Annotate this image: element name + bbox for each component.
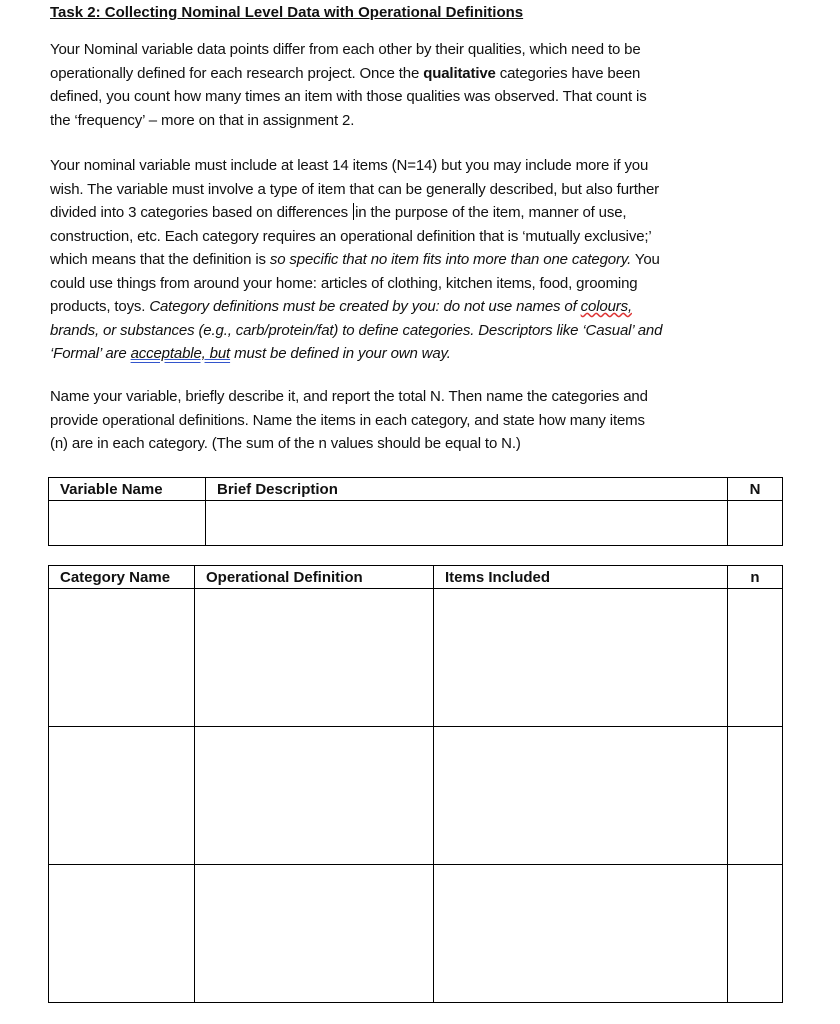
header-n: n bbox=[728, 566, 783, 589]
n-cell[interactable] bbox=[728, 865, 783, 1003]
text-run: Name your variable, briefly describe it, and report the total N. Then name the categories and bbox=[50, 388, 648, 405]
items-cell[interactable] bbox=[434, 865, 728, 1003]
text-run: divided into 3 categories based on differences bbox=[50, 204, 353, 221]
text-line bbox=[50, 342, 662, 366]
text-run: operationally defined for each research project. Once the bbox=[50, 64, 424, 82]
text-run: ‘Formal’ are bbox=[50, 345, 131, 362]
text-line bbox=[50, 38, 647, 62]
variable-table bbox=[48, 477, 783, 546]
n-total-cell[interactable] bbox=[728, 501, 783, 546]
text-run: defined, you count how many times an item with those qualities was observed. That count is bbox=[50, 88, 647, 105]
text-run: in the purpose of the item, manner of use, bbox=[355, 204, 627, 221]
category-name-cell[interactable] bbox=[49, 865, 195, 1003]
text-line bbox=[50, 201, 662, 225]
text-run: provide operational definitions. Name the items in each category, and state how many items bbox=[50, 411, 645, 429]
text-run: could use things from around your home: articles of clothing, kitchen items, food, grooming bbox=[50, 274, 638, 292]
instructions-paragraph bbox=[50, 385, 648, 456]
text-run: You bbox=[631, 251, 660, 268]
text-line bbox=[50, 225, 662, 249]
text-run: categories have been bbox=[495, 64, 641, 82]
text-run: products, toys. bbox=[50, 298, 150, 315]
n-cell[interactable] bbox=[728, 589, 783, 727]
text-line bbox=[50, 409, 648, 433]
text-line bbox=[50, 85, 647, 109]
category-table bbox=[48, 565, 783, 1003]
text-line bbox=[50, 248, 662, 272]
text-line bbox=[50, 385, 648, 409]
definition-cell[interactable] bbox=[195, 865, 434, 1003]
definition-cell[interactable] bbox=[195, 727, 434, 865]
text-cursor bbox=[353, 203, 354, 220]
text-run: must be defined in your own way. bbox=[230, 345, 451, 362]
category-name-cell[interactable] bbox=[49, 589, 195, 727]
items-cell[interactable] bbox=[434, 727, 728, 865]
text-line bbox=[50, 319, 662, 343]
variable-name-cell[interactable] bbox=[49, 501, 206, 546]
task-title: Task 2: Collecting Nominal Level Data with Operational Definitions bbox=[50, 4, 524, 21]
text-run: brands, or substances (e.g., carb/protein/fat) to define categories. Descriptors like ‘Casual’ and bbox=[50, 321, 663, 339]
requirements-paragraph bbox=[50, 154, 662, 366]
text-run: so specific that no item fits into more than one category. bbox=[269, 251, 632, 268]
header-n-total: N bbox=[728, 478, 783, 501]
text-run: Your Nominal variable data points differ from each other by their qualities, which need to be bbox=[50, 41, 641, 58]
text-run: construction, etc. Each category requires an operational definition that is ‘mutually exclusive;’ bbox=[50, 227, 652, 245]
text-run: acceptable, but bbox=[130, 345, 231, 362]
text-run: which means that the definition is bbox=[50, 251, 270, 268]
brief-description-cell[interactable] bbox=[206, 501, 728, 546]
definition-cell[interactable] bbox=[195, 589, 434, 727]
text-line bbox=[50, 109, 647, 133]
text-run: Category definitions must be created by you: do not use names of bbox=[149, 298, 581, 315]
text-line bbox=[50, 62, 647, 86]
text-run: (n) are in each category. (The sum of the n values should be equal to N.) bbox=[50, 435, 521, 452]
text-line bbox=[50, 178, 662, 202]
text-line bbox=[50, 432, 648, 456]
text-run: wish. The variable must involve a type of item that can be generally described, but also further bbox=[50, 180, 659, 198]
text-line bbox=[50, 272, 662, 296]
header-operational-definition: Operational Definition bbox=[195, 566, 434, 589]
header-category-name: Category Name bbox=[49, 566, 195, 589]
text-run: the ‘frequency’ – more on that in assignment 2. bbox=[50, 111, 355, 129]
header-items-included: Items Included bbox=[434, 566, 728, 589]
items-cell[interactable] bbox=[434, 589, 728, 727]
intro-paragraph bbox=[50, 38, 647, 132]
text-line bbox=[50, 295, 662, 319]
header-brief-description: Brief Description bbox=[206, 478, 728, 501]
n-cell[interactable] bbox=[728, 727, 783, 865]
text-run: qualitative bbox=[423, 64, 496, 82]
text-run: Your nominal variable must include at least 14 items (N=14) but you may include more if you bbox=[50, 157, 649, 174]
header-variable-name: Variable Name bbox=[49, 478, 206, 501]
category-name-cell[interactable] bbox=[49, 727, 195, 865]
text-run: colours, bbox=[580, 298, 632, 315]
text-line bbox=[50, 154, 662, 178]
